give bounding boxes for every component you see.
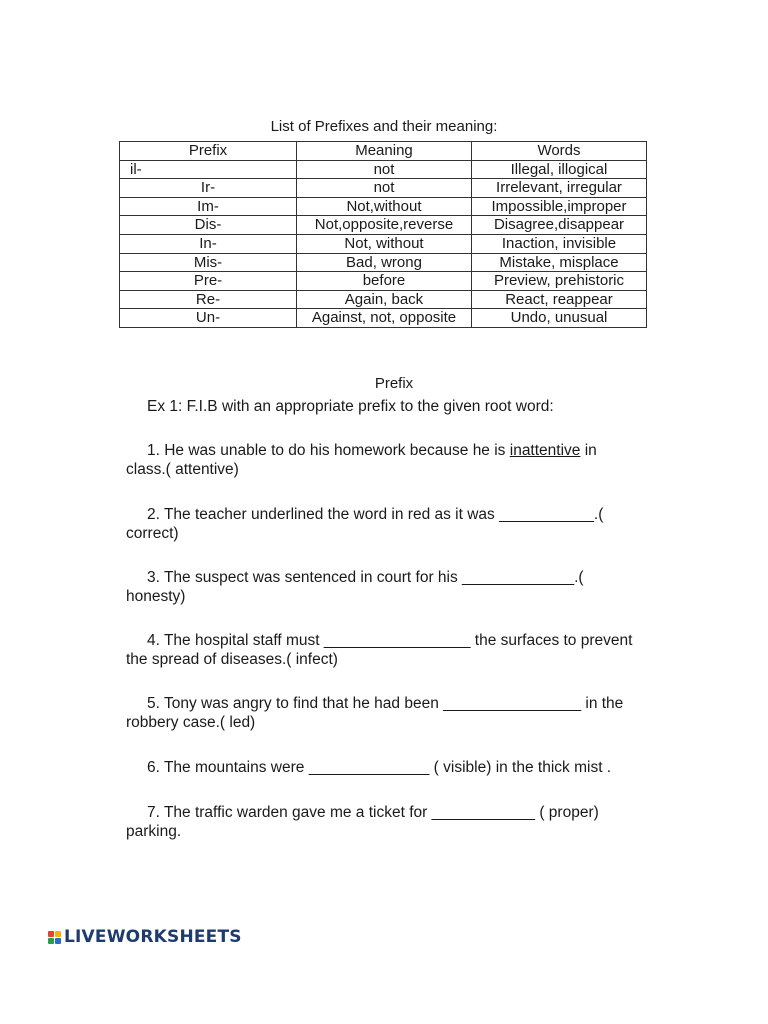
table-row bbox=[120, 160, 647, 179]
question-text[interactable]: 2. The teacher underlined the word in red as it was ___________.( bbox=[147, 506, 604, 523]
words-cell: Mistake, misplace bbox=[472, 253, 647, 272]
meaning-cell: Not,without bbox=[297, 197, 472, 216]
question-text[interactable]: 5. Tony was angry to find that he had been ________________ in the bbox=[147, 695, 624, 712]
liveworksheets-logo bbox=[48, 926, 242, 948]
prefix-cell: Un- bbox=[120, 309, 297, 328]
words-cell: Preview, prehistoric bbox=[472, 272, 647, 291]
column-header-words: Words bbox=[472, 142, 647, 161]
table-row bbox=[120, 179, 647, 198]
question-2 bbox=[126, 505, 656, 543]
exercise-title: Ex 1: F.I.B with an appropriate prefix to the given root word: bbox=[147, 398, 554, 415]
question-5 bbox=[126, 694, 656, 732]
question-text: 1. He was unable to do his homework because he is bbox=[147, 442, 510, 459]
question-7 bbox=[126, 803, 656, 841]
question-1 bbox=[126, 441, 656, 479]
prefix-cell: Re- bbox=[120, 290, 297, 309]
question-text: in bbox=[580, 442, 597, 459]
words-cell: Undo, unusual bbox=[472, 309, 647, 328]
question-text-line2: robbery case.( led) bbox=[126, 714, 256, 731]
table-row bbox=[120, 272, 647, 291]
logo-text: LIVEWORKSHEETS bbox=[64, 927, 242, 947]
meaning-cell: Against, not, opposite bbox=[297, 309, 472, 328]
words-cell: Impossible,improper bbox=[472, 197, 647, 216]
column-header-meaning: Meaning bbox=[297, 142, 472, 161]
table-row bbox=[120, 290, 647, 309]
meaning-cell: before bbox=[297, 272, 472, 291]
table-header-row bbox=[120, 142, 647, 161]
table-row bbox=[120, 216, 647, 235]
prefix-table bbox=[119, 141, 647, 328]
words-cell: Disagree,disappear bbox=[472, 216, 647, 235]
meaning-cell: Bad, wrong bbox=[297, 253, 472, 272]
question-text-line2: correct) bbox=[126, 525, 179, 542]
prefix-cell: Mis- bbox=[120, 253, 297, 272]
prefix-cell: il- bbox=[120, 160, 297, 179]
meaning-cell: Again, back bbox=[297, 290, 472, 309]
table-row bbox=[120, 234, 647, 253]
words-cell: Inaction, invisible bbox=[472, 234, 647, 253]
words-cell: Irrelevant, irregular bbox=[472, 179, 647, 198]
table-title: List of Prefixes and their meaning: bbox=[270, 118, 498, 135]
table-row bbox=[120, 309, 647, 328]
words-cell: React, reappear bbox=[472, 290, 647, 309]
table-row bbox=[120, 197, 647, 216]
question-text[interactable]: 3. The suspect was sentenced in court for his _____________.( bbox=[147, 569, 584, 586]
question-text-line2: class.( attentive) bbox=[126, 461, 239, 478]
question-4 bbox=[126, 631, 656, 669]
question-text-line2: honesty) bbox=[126, 588, 186, 605]
liveworksheets-logo-icon bbox=[48, 931, 61, 944]
question-text[interactable]: 7. The traffic warden gave me a ticket for ____________ ( proper) bbox=[147, 804, 599, 821]
question-text-line2: parking. bbox=[126, 823, 182, 840]
column-header-prefix: Prefix bbox=[120, 142, 297, 161]
section-heading: Prefix bbox=[374, 375, 414, 392]
question-text[interactable]: 4. The hospital staff must _________________ the surfaces to prevent bbox=[147, 632, 633, 649]
meaning-cell: not bbox=[297, 179, 472, 198]
prefix-cell: Pre- bbox=[120, 272, 297, 291]
words-cell: Illegal, illogical bbox=[472, 160, 647, 179]
question-text-line2: the spread of diseases.( infect) bbox=[126, 651, 338, 668]
prefix-cell: Ir- bbox=[120, 179, 297, 198]
question-text[interactable]: 6. The mountains were ______________ ( visible) in the thick mist . bbox=[147, 759, 612, 776]
table-row bbox=[120, 253, 647, 272]
answer-filled: inattentive bbox=[509, 442, 581, 459]
question-6 bbox=[126, 758, 656, 777]
question-3 bbox=[126, 568, 656, 606]
prefix-cell: In- bbox=[120, 234, 297, 253]
meaning-cell: Not, without bbox=[297, 234, 472, 253]
meaning-cell: not bbox=[297, 160, 472, 179]
prefix-cell: Im- bbox=[120, 197, 297, 216]
meaning-cell: Not,opposite,reverse bbox=[297, 216, 472, 235]
prefix-cell: Dis- bbox=[120, 216, 297, 235]
